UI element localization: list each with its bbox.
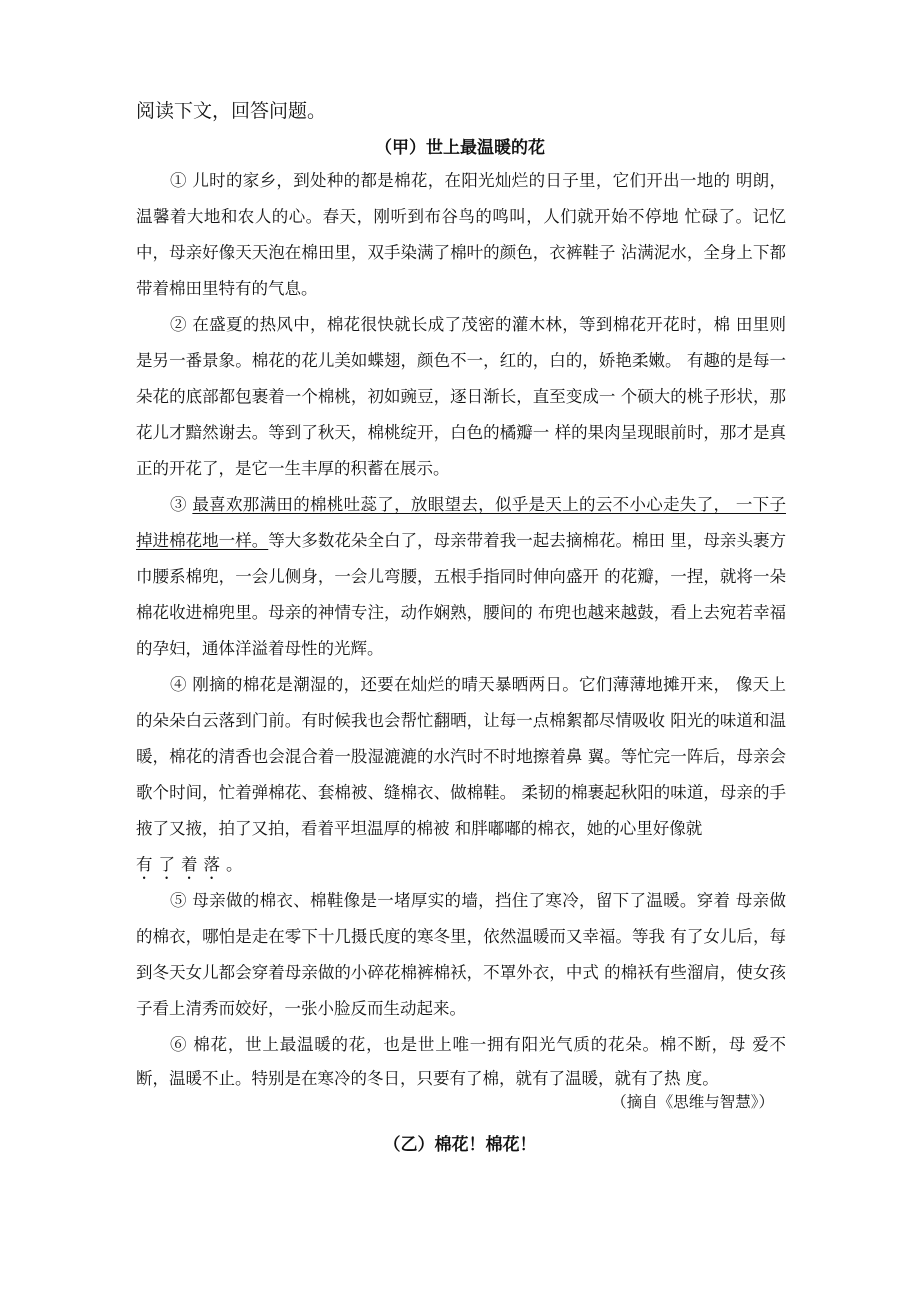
paragraph-5-line: 子看上清秀而姣好，一张小脸反而生动起来。 [136,999,466,1018]
paragraph-6-line: 断，温暖不止。特别是在寒冷的冬日，只要有了棉，就有了温暖，就有了热 度。 [136,1069,719,1088]
paragraph-3-line [170,494,786,516]
intro-instruction: 阅读下文，回答问题。 [136,100,327,122]
paragraph-2-line: 花儿才黯然谢去。等到了秋天，棉桃绽开，白色的橘瓣一 样的果肉呈现眼前时，那才是真 [136,423,786,442]
paragraph-4-line: 暖，棉花的清香也会混合着一股湿漉漉的水汽时不时地擦着鼻 翼。等忙完一阵后，母亲会 [136,747,786,766]
paragraph-3-line: 的孕妇，通体洋溢着母性的光辉。 [136,639,384,658]
paragraph-3-number: ③ [170,495,193,514]
paragraph-3-line [136,530,786,552]
paragraph-5-line: ⑤ 母亲做的棉衣、棉鞋像是一堵厚实的墙，挡住了寒冷，留下了温暖。穿着 母亲做 [170,891,786,910]
paragraph-2-line: ② 在盛夏的热风中，棉花很快就长成了茂密的灌木林，等到棉花开花时，棉 田里则 [170,315,786,334]
paragraph-5-line: 到冬天女儿都会穿着母亲做的小碎花棉裤棉袄，不罩外衣，中式 的棉袄有些溜肩，使女孩 [136,963,786,982]
paragraph-1-line: 温馨着大地和农人的心。春天，刚听到布谷鸟的鸣叫，人们就开始不停地 忙碌了。记忆 [136,207,786,226]
paragraph-2-line: 朵花的底部都包裹着一个棉桃，初如豌豆，逐日渐长，直至变成一 个硕大的桃子形状，那 [136,387,786,406]
paragraph-1-line: 中，母亲好像天天泡在棉田里，双手染满了棉叶的颜色，衣裤鞋子 沾满泥水，全身上下都 [136,243,786,262]
paragraph-3-line: 巾腰系棉兜，一会儿侧身，一会儿弯腰，五根手指同时伸向盛开 的花瓣，一捏，就将一朵 [136,567,786,586]
paragraph-4-line: 歌个时间，忙着弹棉花、套棉被、缝棉衣、做棉鞋。 柔韧的棉裹起秋阳的味道，母亲的手 [136,783,786,802]
source-citation: （摘自《思维与智慧》） [611,1093,774,1111]
paragraph-4-line: 的朵朵白云落到门前。有时候我也会帮忙翻晒，让每一点棉絮都尽情吸收 阳光的味道和温 [136,711,786,730]
paragraph-4-end: 。 [226,855,249,874]
underlined-sentence: 最喜欢那满田的棉桃吐蕊了，放眼望去，似乎是天上的云不小心走失了， 一下子 [192,495,786,514]
article-title-b: （乙）棉花！棉花！ [383,1135,537,1155]
underlined-sentence-end: 掉进棉花地一样。 [136,531,269,550]
article-title-a: （甲）世上最温暖的花 [375,138,545,158]
emphasized-phrase: 有了着落 [136,855,226,874]
paragraph-3-text: 等大多数花朵全白了，母亲带着我一起去摘棉花。棉田 里，母亲头裹方 [268,531,787,550]
paragraph-2-line: 正的开花了，是它一生丰厚的积蓄在展示。 [136,459,450,478]
paragraph-4-line: ④ 刚摘的棉花是潮湿的，还要在灿烂的晴天暴晒两日。它们薄薄地摊开来， 像天上 [170,675,786,694]
paragraph-1-line: 带着棉田里特有的气息。 [136,279,318,298]
paragraph-3-line: 棉花收进棉兜里。母亲的神情专注，动作娴熟，腰间的 布兜也越来越鼓，看上去宛若幸福 [136,603,786,622]
paragraph-4-line: 掖了又掖，拍了又拍，看着平坦温厚的棉被 和胖嘟嘟的棉衣，她的心里好像就 [136,819,703,838]
paragraph-6-line: ⑥ 棉花，世上最温暖的花，也是世上唯一拥有阳光气质的花朵。棉不断，母 爱不 [170,1035,786,1054]
paragraph-2-line: 是另一番景象。棉花的花儿美如蝶翅，颜色不一，红的，白的，娇艳柔嫩。 有趣的是每一 [136,351,786,370]
paragraph-4-line [136,854,786,883]
paragraph-5-line: 的棉衣，哪怕是走在零下十几摄氏度的寒冬里，依然温暖而又幸福。等我 有了女儿后，每 [136,927,786,946]
paragraph-1-line: ① 儿时的家乡，到处种的都是棉花，在阳光灿烂的日子里，它们开出一地的 明朗， [170,171,786,190]
